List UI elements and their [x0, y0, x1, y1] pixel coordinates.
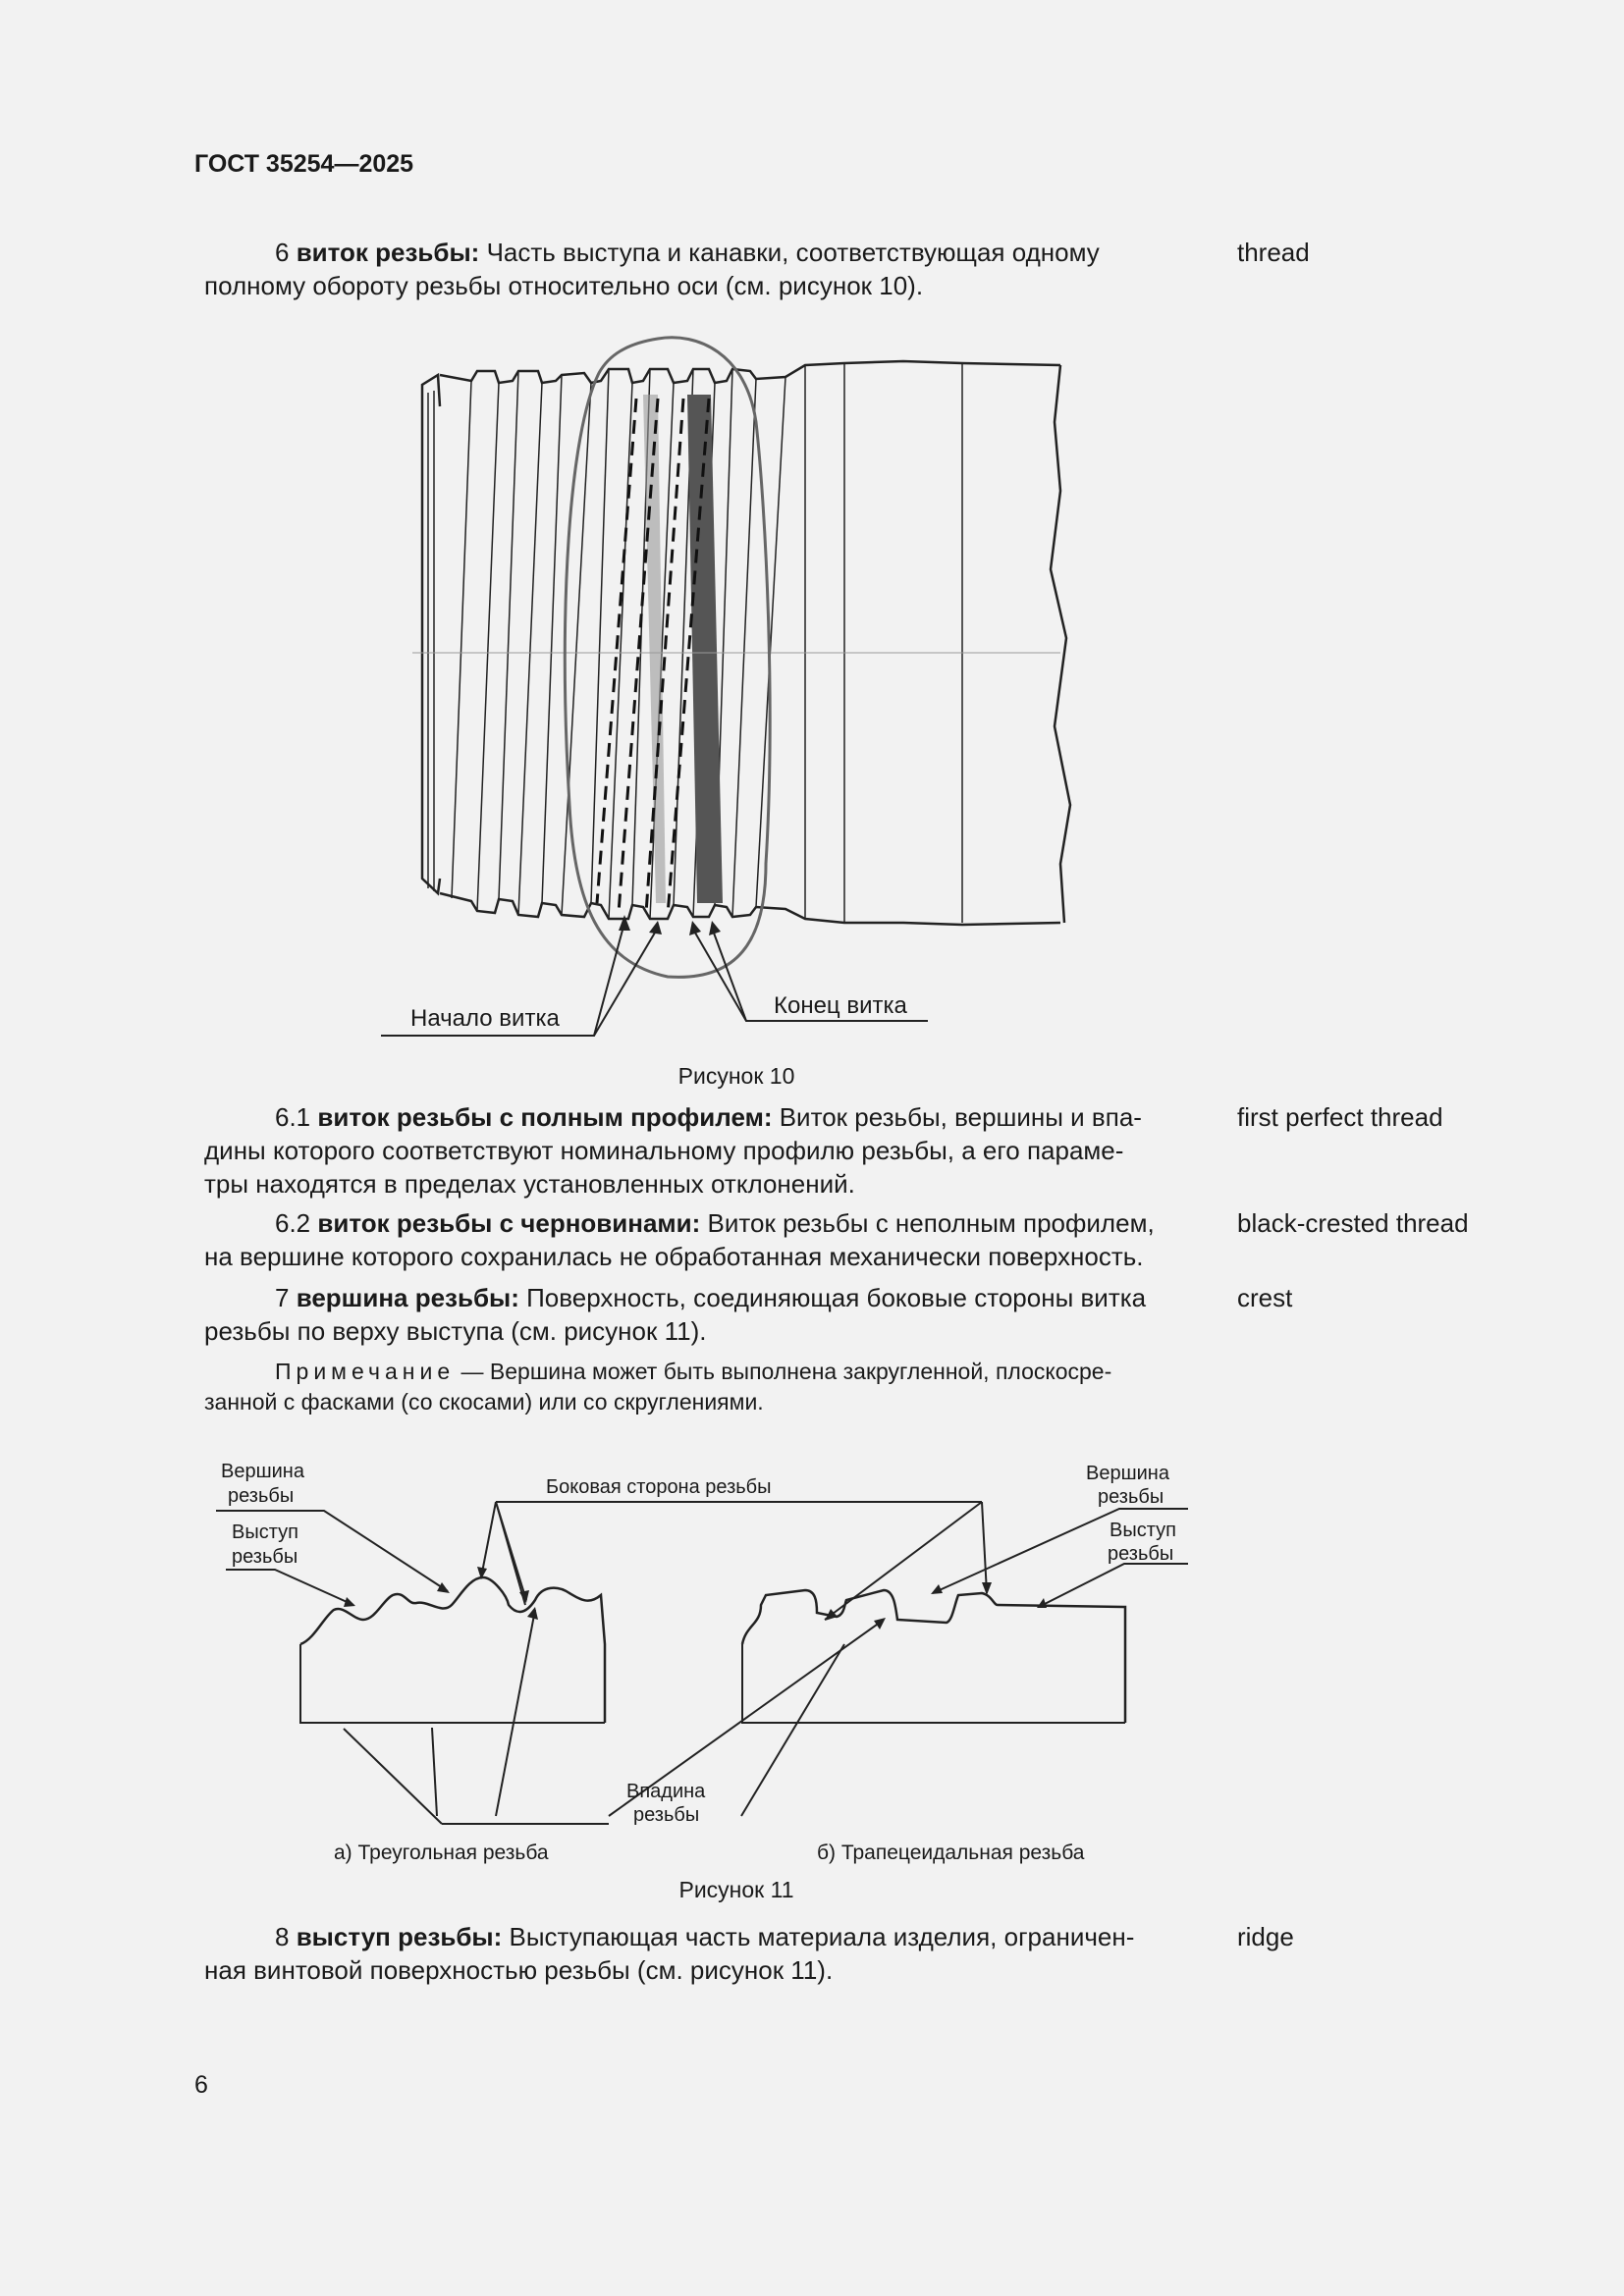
label-thread-end: Конец витка — [774, 992, 907, 1019]
note-block: Примечание — Вершина может быть выполнена закругленной, плоскосре- занной с фасками (со скосами) или со скруглениями. — [204, 1359, 1112, 1415]
figure-11-caption: Рисунок 11 — [678, 1877, 794, 1902]
term-6-1-english: first perfect thread — [1237, 1102, 1443, 1132]
term-7-english: crest — [1237, 1283, 1293, 1312]
term-7-definition: 7 вершина резьбы: Поверхность, соединяющая боковые стороны витка резьбы по верху выступа (см. рисунок 11). — [204, 1283, 1147, 1346]
label-root-2: резьбы — [633, 1804, 700, 1826]
term-6-2-name: виток резьбы с черновинами: — [317, 1208, 701, 1238]
term-6-2-english: black-crested thread — [1237, 1208, 1469, 1238]
figure-11b-caption: б) Трапецеидальная резьба — [817, 1842, 1085, 1864]
figure-10-caption: Рисунок 10 — [677, 1063, 795, 1089]
term-6-english: thread — [1237, 238, 1310, 267]
label-ridge-left-1: Выступ — [232, 1522, 298, 1543]
label-crest-left-2: резьбы — [228, 1485, 295, 1507]
document-header: ГОСТ 35254—2025 — [194, 150, 414, 178]
label-ridge-right-1: Выступ — [1110, 1520, 1176, 1541]
label-ridge-left-2: резьбы — [232, 1546, 298, 1568]
shaded-thread-turn — [687, 395, 723, 903]
triangular-base — [300, 1644, 605, 1723]
term-6-2-definition: 6.2 виток резьбы с черновинами: Виток резьбы с неполным профилем, на вершине которого сохранилась не обработанная механически поверхность. — [204, 1208, 1155, 1271]
page-number: 6 — [194, 2071, 208, 2099]
figure-11-thread-profiles — [196, 1448, 1218, 1831]
trapezoidal-base — [742, 1644, 1125, 1723]
figure-11a-caption: а) Треугольная резьба — [334, 1842, 549, 1864]
term-8-english: ridge — [1237, 1922, 1294, 1951]
figure-10-threaded-pipe — [373, 314, 1100, 1060]
term-6-definition: 6 виток резьбы: Часть выступа и канавки, соответствующая одному полному обороту резьбы относительно оси (см. рисунок 10). — [204, 238, 1100, 300]
term-6-1-definition: 6.1 виток резьбы с полным профилем: Виток резьбы, вершины и впа- дины которого соответствуют номинальному профилю резьбы, а его параме- тры находятся в пределах установленных отклонений. — [204, 1102, 1142, 1199]
term-7-name: вершина резьбы: — [296, 1283, 519, 1312]
term-6-1-name: виток резьбы с полным профилем: — [317, 1102, 773, 1132]
label-thread-start: Начало витка — [410, 1005, 560, 1032]
label-ridge-right-2: резьбы — [1108, 1543, 1174, 1565]
term-8-name: выступ резьбы: — [296, 1922, 503, 1951]
term-8-definition: 8 выступ резьбы: Выступающая часть материала изделия, ограничен- ная винтовой поверхностью резьбы (см. рисунок 11). — [204, 1922, 1135, 1985]
label-crest-left-1: Вершина — [221, 1461, 304, 1482]
label-crest-right-2: резьбы — [1098, 1486, 1164, 1508]
label-crest-right-1: Вершина — [1086, 1463, 1169, 1484]
note-label: Примечание — [275, 1359, 456, 1384]
label-flank: Боковая сторона резьбы — [546, 1476, 772, 1498]
label-root-1: Впадина — [626, 1781, 706, 1802]
term-6-name: виток резьбы: — [296, 238, 480, 267]
highlight-outline — [565, 338, 770, 978]
trapezoidal-profile — [742, 1590, 1125, 1723]
